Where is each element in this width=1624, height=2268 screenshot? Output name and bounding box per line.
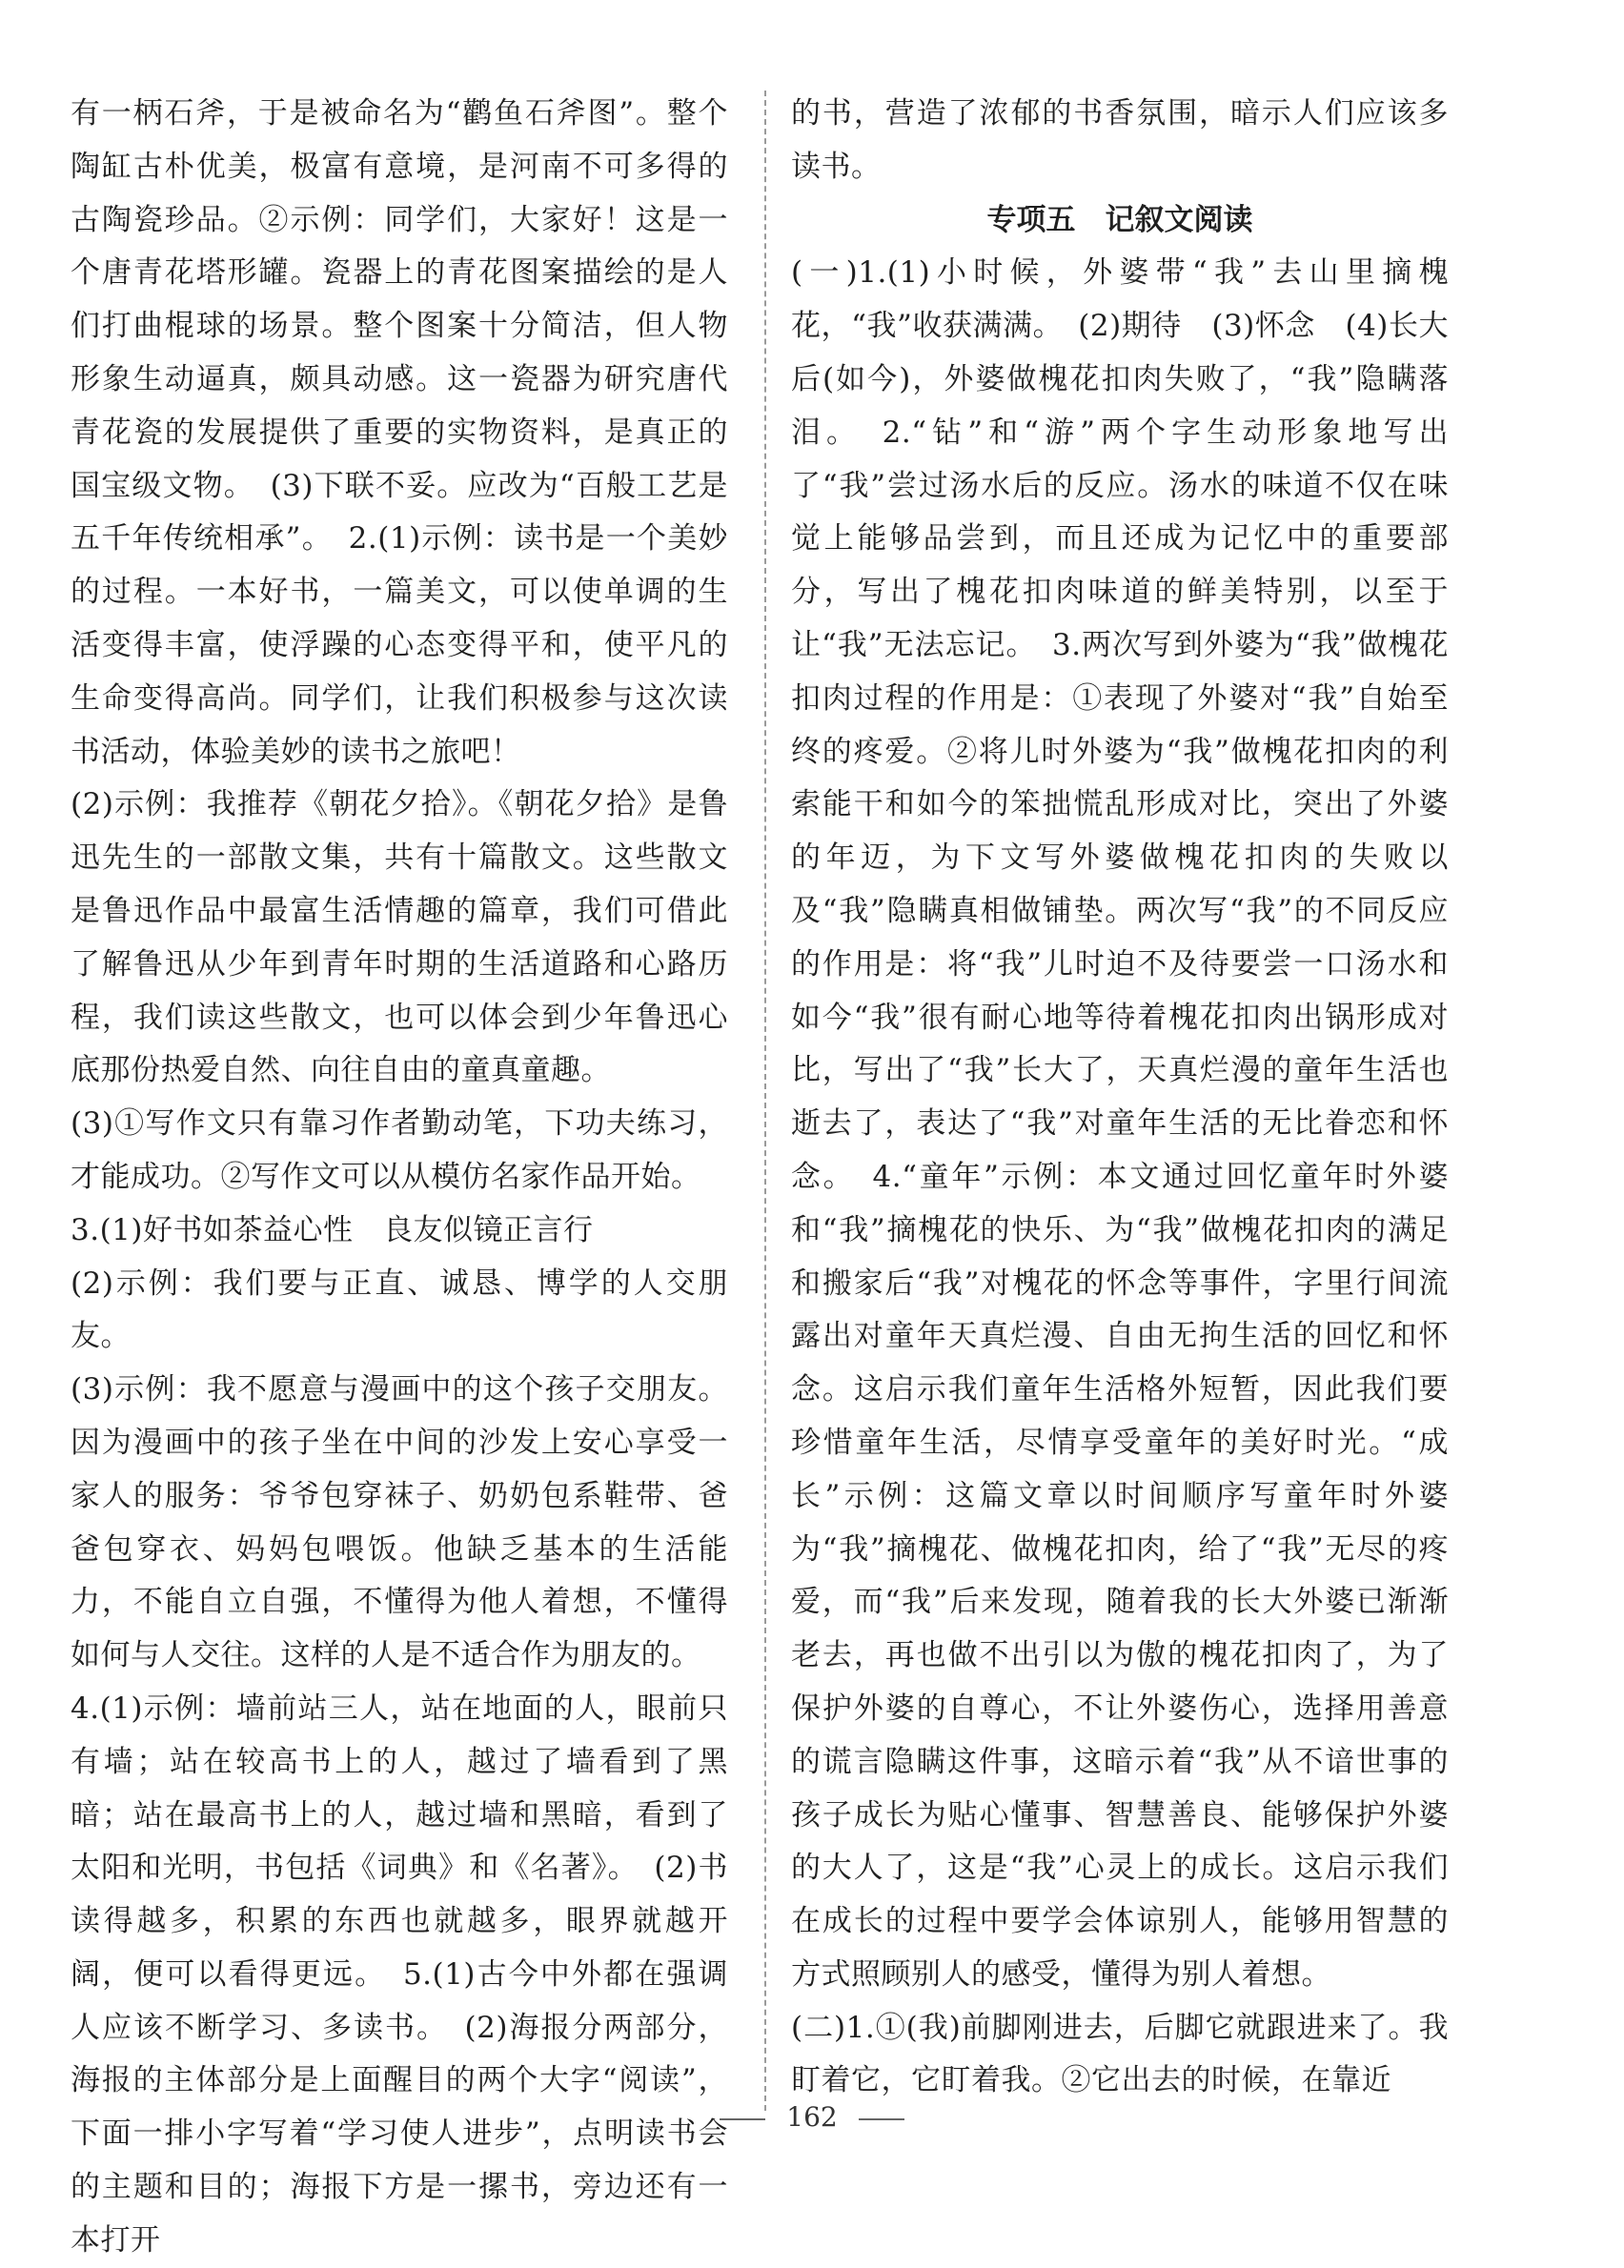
left-column xyxy=(71,88,728,2268)
left-paragraph-4: 3.(1)好书如茶益心性 良友似镜正言行 xyxy=(71,1212,594,1247)
right-intro-paragraph: 的书，营造了浓郁的书香氛围，暗示人们应该多读书。 xyxy=(791,96,1449,184)
left-paragraph-5: (2)示例：我们要与正直、诚恳、博学的人交朋友。 xyxy=(71,1266,728,1354)
right-paragraph-1: (一)1.(1)小时候，外婆带“我”去山里摘槐花，“我”收获满满。 (2)期待 (3)怀念 (4)长大后(如今)，外婆做槐花扣肉失败了，“我”隐瞒落泪。 2.“钻”和“游”两个字生动形象地写出了“我”尝过汤水后的反应。汤水的味道不仅在味觉上能够品尝到，而且还成为记忆中的重要部分，写出了槐花扣肉味道的鲜美特别，以至于让“我”无法忘记。 3.两次写到外婆为“我”做槐花扣肉过程的作用是：①表现了外婆对“我”自始至终的疼爱。②将儿时外婆为“我”做槐花扣肉的利索能干和如今的笨拙慌乱形成对比，突出了外婆的年迈，为下文写外婆做槐花扣肉的失败以及“我”隐瞒真相做铺垫。两次写“我”的不同反应的作用是：将“我”儿时迫不及待要尝一口汤水和如今“我”很有耐心地等待着槐花扣肉出锅形成对比，写出了“我”长大了，天真烂漫的童年生活也逝去了，表达了“我”对童年生活的无比眷恋和怀念。 4.“童年”示例：本文通过回忆童年时外婆和“我”摘槐花的快乐、为“我”做槐花扣肉的满足和搬家后“我”对槐花的怀念等事件，字里行间流露出对童年天真烂漫、自由无拘生活的回忆和怀念。这启示我们童年生活格外短暂，因此我们要珍惜童年生活，尽情享受童年的美好时光。“成长”示例：这篇文章以时间顺序写童年时外婆为“我”摘槐花、做槐花扣肉，给了“我”无尽的疼爱，而“我”后来发现，随着我的长大外婆已渐渐老去，再也做不出引以为傲的槐花扣肉了，为了保护外婆的自尊心，不让外婆伤心，选择用善意的谎言隐瞒这件事，这暗示着“我”从不谙世事的孩子成长为贴心懂事、智慧善良、能够保护外婆的大人了，这是“我”心灵上的成长。这启示我们在成长的过程中要学会体谅别人，能够用智慧的方式照顾别人的感受，懂得为别人着想。 xyxy=(791,255,1449,1992)
right-column xyxy=(791,88,1449,2108)
left-paragraph-1: 有一柄石斧，于是被命名为“鹳鱼石斧图”。整个陶缸古朴优美，极富有意境，是河南不可多得的古陶瓷珍品。②示例：同学们，大家好！这是一个唐青花塔形罐。瓷器上的青花图案描绘的是人们打曲棍球的场景。整个图案十分简洁，但人物形象生动逼真，颇具动感。这一瓷器为研究唐代青花瓷的发展提供了重要的实物资料，是真正的国宝级文物。 (3)下联不妥。应改为“百般工艺是五千年传统相承”。 2.(1)示例：读书是一个美妙的过程。一本好书，一篇美文，可以使单调的生活变得丰富，使浮躁的心态变得平和，使平凡的生命变得高尚。同学们，让我们积极参与这次读书活动，体验美妙的读书之旅吧！ xyxy=(71,96,728,769)
left-paragraph-3: (3)①写作文只有靠习作者勤动笔，下功夫练习，才能成功。②写作文可以从模仿名家作品开始。 xyxy=(71,1106,728,1194)
right-paragraph-2: (二)1.①(我)前脚刚进去，后脚它就跟进来了。我盯着它，它盯着我。②它出去的时候，在靠近 xyxy=(791,2010,1449,2098)
left-paragraph-2: (2)示例：我推荐《朝花夕拾》。《朝花夕拾》是鲁迅先生的一部散文集，共有十篇散文。这些散文是鲁迅作品中最富生活情趣的篇章，我们可借此了解鲁迅从少年到青年时期的生活道路和心路历程，我们读这些散文，也可以体会到少年鲁迅心底那份热爱自然、向往自由的童真童趣。 xyxy=(71,787,728,1088)
footer-dash-right xyxy=(859,2118,904,2120)
column-divider xyxy=(764,91,766,2111)
page-number: 162 xyxy=(786,2101,838,2133)
footer-dash-left xyxy=(720,2118,765,2120)
section-title: 专项五 记叙文阅读 xyxy=(986,202,1253,237)
page-number-footer xyxy=(0,2101,1624,2133)
left-paragraph-7: 4.(1)示例：墙前站三人，站在地面的人，眼前只有墙；站在较高书上的人，越过了墙看到了黑暗；站在最高书上的人，越过墙和黑暗，看到了太阳和光明，书包括《词典》和《名著》。 (2)书读得越多，积累的东西也就越多，眼界就越开阔，便可以看得更远。 5.(1)古今中外都在强调人应该不断学习、多读书。 (2)海报分两部分，海报的主体部分是上面醒目的两个大字“阅读”，下面一排小字写着“学习使人进步”，点明读书会的主题和目的；海报下方是一摞书，旁边还有一本打开 xyxy=(71,1691,728,2258)
left-paragraph-6: (3)示例：我不愿意与漫画中的这个孩子交朋友。因为漫画中的孩子坐在中间的沙发上安心享受一家人的服务：爷爷包穿袜子、奶奶包系鞋带、爸爸包穿衣、妈妈包喂饭。他缺乏基本的生活能力，不能自立自强，不懂得为他人着想，不懂得如何与人交往。这样的人是不适合作为朋友的。 xyxy=(71,1372,728,1673)
